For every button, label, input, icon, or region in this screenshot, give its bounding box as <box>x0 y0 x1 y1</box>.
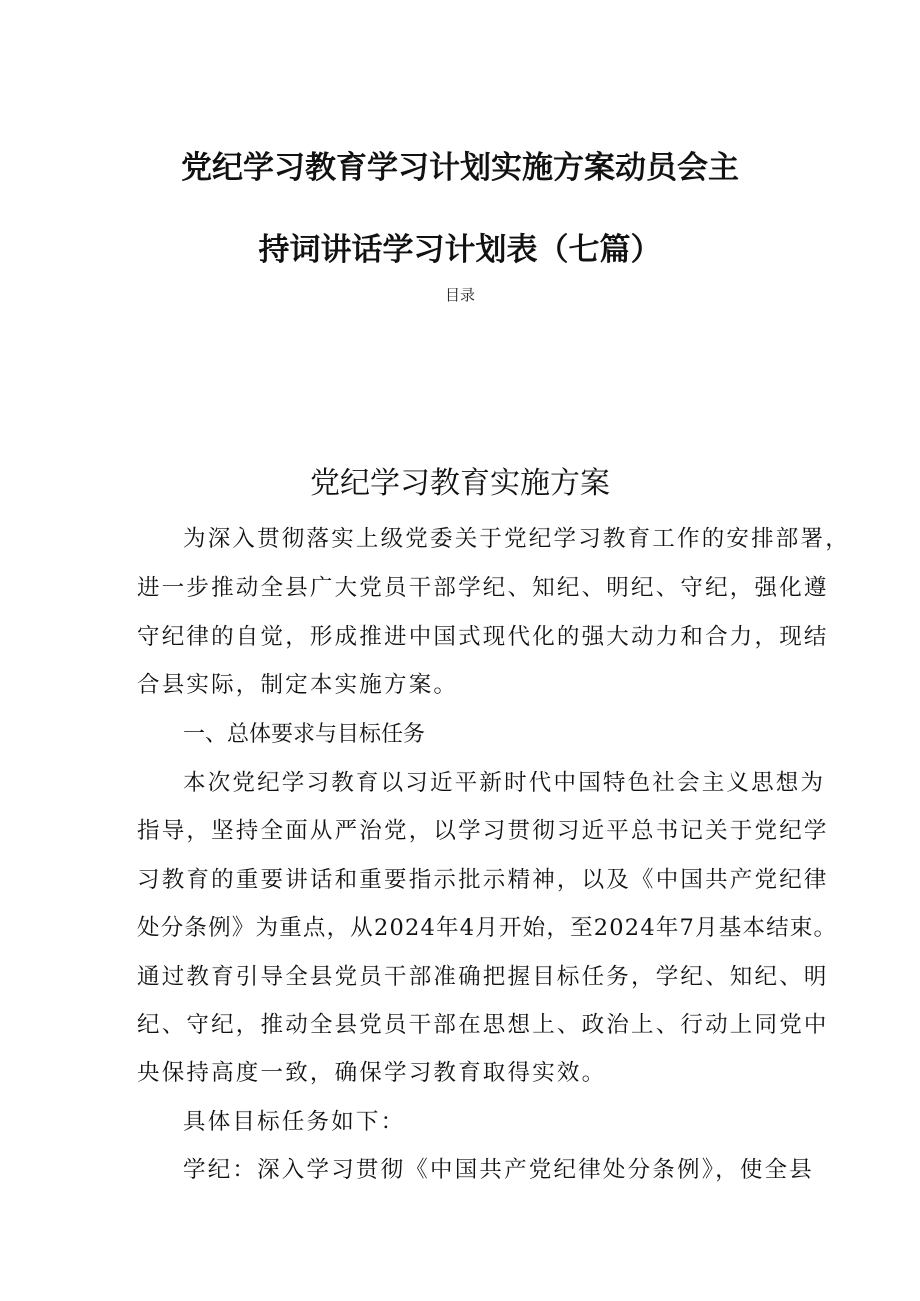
intro-paragraph-line-4: 合县实际，制定本实施方案。 <box>137 672 459 698</box>
section-title: 党纪学习教育实施方案 <box>310 466 610 501</box>
section-heading-1: 一、总体要求与目标任务 <box>183 722 426 747</box>
body-paragraph-line-3: 习教育的重要讲话和重要指示批示精神，以及《中国共产党纪律 <box>137 867 829 893</box>
intro-paragraph-line-1: 为深入贯彻落实上级党委关于党纪学习教育工作的安排部署， <box>183 526 850 552</box>
goals-intro: 具体目标任务如下： <box>183 1109 406 1135</box>
body-paragraph-line-7: 央保持高度一致，确保学习教育取得实效。 <box>137 1060 607 1086</box>
table-of-contents-label: 目录 <box>444 286 475 304</box>
document-title-line-1: 党纪学习教育学习计划实施方案动员会主 <box>181 150 739 186</box>
intro-paragraph-line-2: 进一步推动全县广大党员干部学纪、知纪、明纪、守纪，强化遵 <box>137 575 829 601</box>
body-paragraph-line-4: 处分条例》为重点，从2024年4月开始，至2024年7月基本结束。 <box>137 915 838 941</box>
goal-study-discipline-line: 学纪：深入学习贯彻《中国共产党纪律处分条例》，使全县 <box>183 1157 814 1183</box>
body-paragraph-line-1: 本次党纪学习教育以习近平新时代中国特色社会主义思想为 <box>183 770 826 796</box>
document-title-line-2: 持词讲话学习计划表（七篇） <box>258 232 662 268</box>
body-paragraph-line-2: 指导，坚持全面从严治党，以学习贯彻习近平总书记关于党纪学 <box>137 818 829 844</box>
body-paragraph-line-5: 通过教育引导全县党员干部准确把握目标任务，学纪、知纪、明 <box>137 964 829 990</box>
intro-paragraph-line-3: 守纪律的自觉，形成推进中国式现代化的强大动力和合力，现结 <box>137 624 829 650</box>
body-paragraph-line-6: 纪、守纪，推动全县党员干部在思想上、政治上、行动上同党中 <box>137 1012 829 1038</box>
